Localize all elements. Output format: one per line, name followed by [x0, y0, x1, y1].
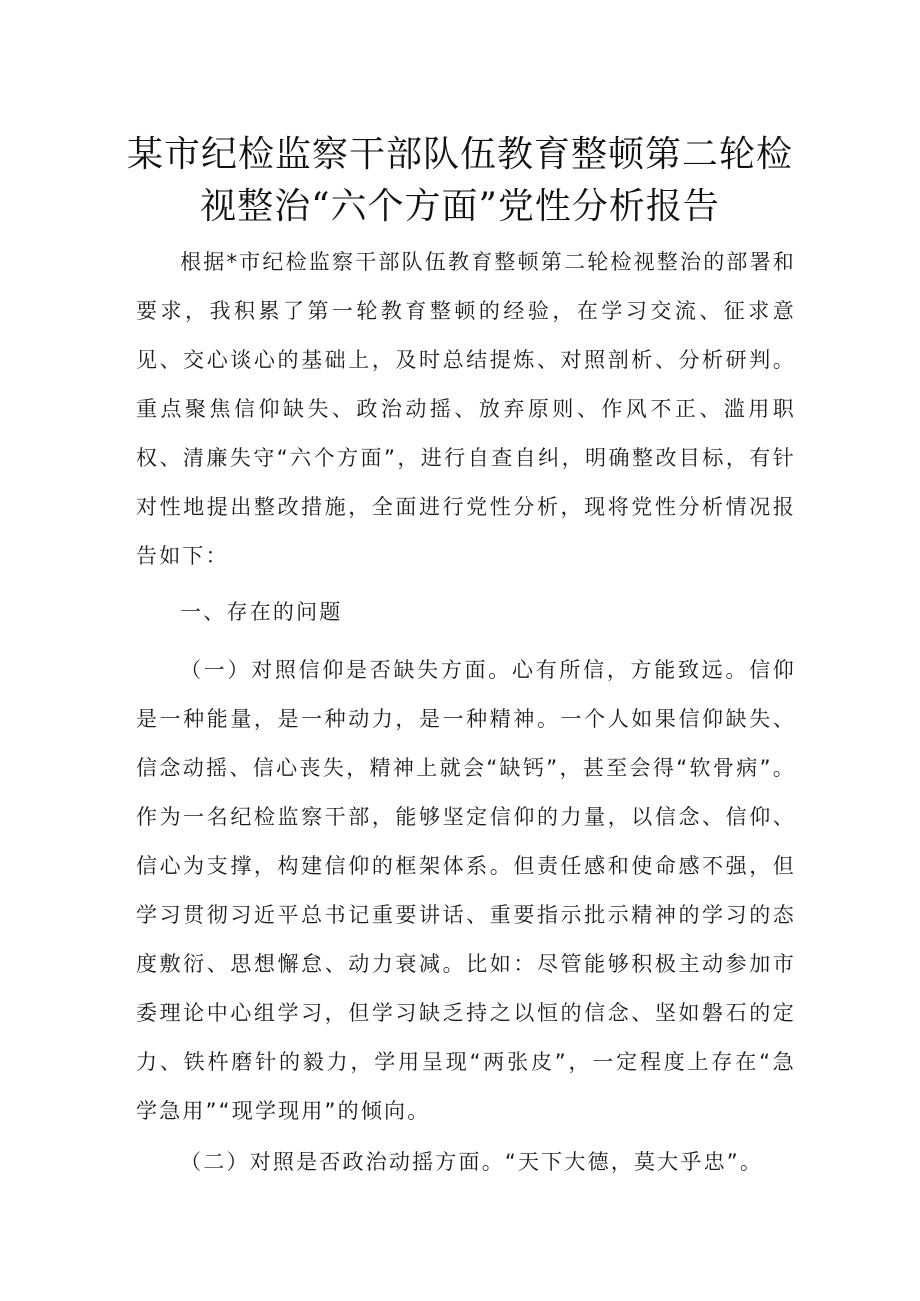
section-1-heading: 一、存在的问题	[180, 600, 343, 624]
intro-paragraph	[136, 238, 796, 581]
document-title-line-2: 视整治“六个方面”党性分析报告	[200, 186, 720, 227]
document-title-line-1: 某市纪检监察干部队伍教育整顿第二轮检	[126, 134, 793, 175]
intro-text: 根据*市纪检监察干部队伍教育整顿第二轮检视整治的部署和要求，我积累了第一轮教育整顿的经验，在学习交流、征求意见、交心谈心的基础上，及时总结提炼、对照剖析、分析研判。重点聚焦信仰缺失、政治动摇、放弃原则、作风不正、滥用职权、清廉失守“六个方面”，进行自查自纠，明确整改目标，有针对性地提出整改措施，全面进行党性分析，现将党性分析情况报告如下：	[136, 250, 796, 568]
item-2-text: （二）对照是否政治动摇方面。“天下大德，莫大乎忠”。	[180, 1150, 764, 1174]
item-2-paragraph	[136, 1138, 796, 1187]
item-1-paragraph	[136, 646, 796, 1136]
section-heading	[136, 588, 796, 637]
item-1-text: （一）对照信仰是否缺失方面。心有所信，方能致远。信仰是一种能量，是一种动力，是一种精神。一个人如果信仰缺失、信念动摇、信心丧失，精神上就会“缺钙”，甚至会得“软骨病”。作为一名纪检监察干部，能够坚定信仰的力量，以信念、信仰、信心为支撑，构建信仰的框架体系。但责任感和使命感不强，但学习贯彻习近平总书记重要讲话、重要指示批示精神的学习的态度敷衍、思想懈怠、动力衰减。比如：尽管能够积极主动参加市委理论中心组学习，但学习缺乏持之以恒的信念、坚如磐石的定力、铁杵磨针的毅力，学用呈现“两张皮”，一定程度上存在“急学急用”“现学现用”的倾向。	[136, 658, 796, 1123]
